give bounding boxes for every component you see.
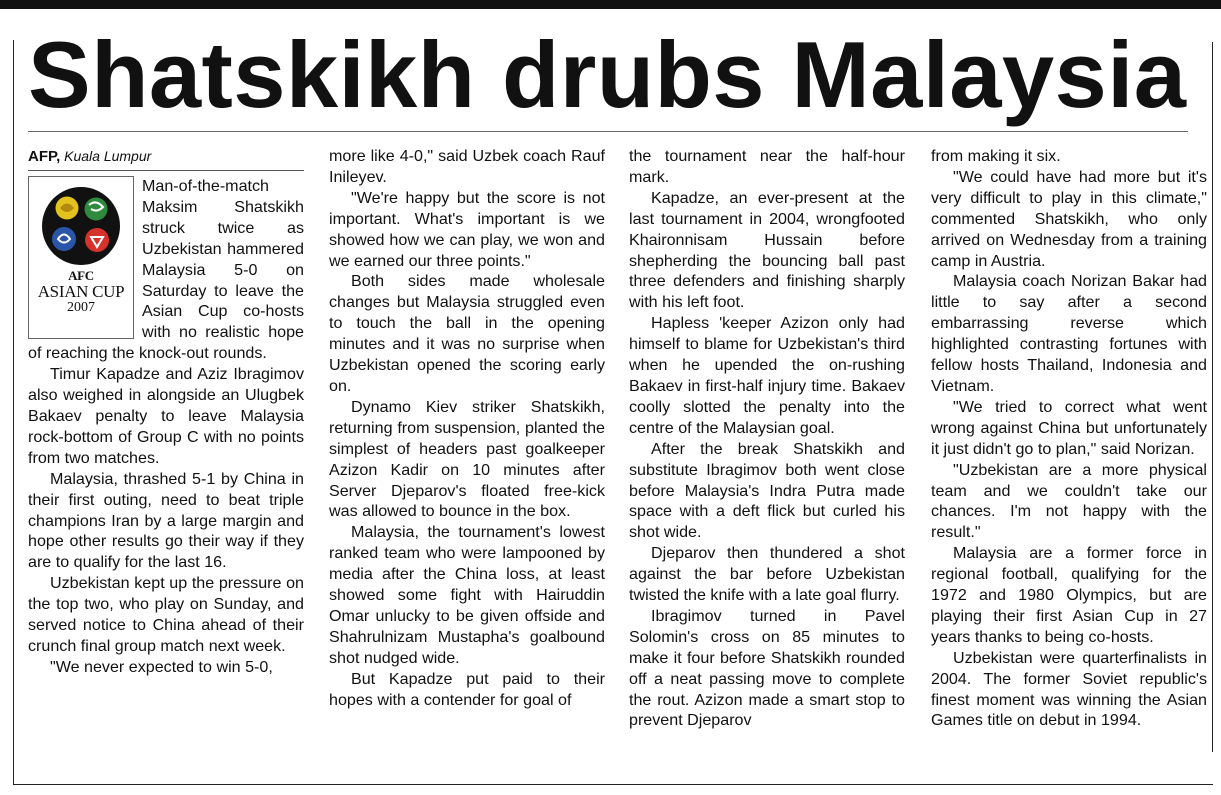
logo-line-asian-cup: ASIAN CUP	[37, 282, 125, 301]
paragraph: Dynamo Kiev striker Shatskikh, returning from suspension, planted the simplest of headers past goalkeeper Azizon Kadir on 10 minutes after Server Djeparov's floated free-kick was allowed to bounce in the box.	[329, 397, 605, 521]
article-column-2	[329, 146, 605, 710]
paragraph-continued: more like 4-0," said Uzbek coach Rauf Inileyev.	[329, 147, 605, 186]
paragraph: Malaysia, thrashed 5-1 by China in their first outing, need to beat triple champions Iran by a large margin and hope other results go their way if they are to qualify for the last 16.	[28, 469, 304, 572]
logo-line-year: 2007	[66, 300, 95, 315]
byline	[28, 146, 304, 166]
paragraph: Ibragimov turned in Pavel Solomin's cross on 85 minutes to make it four before Shatskikh rounded off a neat passing move to complete the rout. Azizon made a smart stop to prevent Djeparov	[629, 606, 905, 730]
football-logo-icon	[39, 185, 123, 267]
headline-rule	[28, 131, 1188, 132]
paragraph: Kapadze, an ever-present at the last tournament in 2004, wrongfooted Khaironnisam Hussain before shepherding the bouncing ball past three defenders and finishing sharply with his left foot.	[629, 188, 905, 312]
paragraph: Malaysia are a former force in regional football, qualifying for the 1972 and 1980 Olympics, but are playing their first Asian Cup in 27 years thanks to being co-hosts.	[931, 544, 1207, 646]
article-column-3	[629, 146, 905, 731]
byline-agency: AFP,	[28, 148, 61, 165]
paragraph: "We could have had more but it's very difficult to play in this climate," commented Shatskikh, who only arrived on Wednesday from a training camp in Austria.	[931, 167, 1207, 270]
afc-asian-cup-logo	[28, 176, 134, 339]
paragraph: Uzbekistan kept up the pressure on the top two, who play on Sunday, and served notice to China ahead of their crunch final group match next week.	[28, 574, 304, 655]
byline-dateline: Kuala Lumpur	[64, 148, 152, 164]
paragraph-continued: from making it six.	[931, 147, 1061, 165]
right-border-rule	[1212, 42, 1213, 752]
paragraph: "We never expected to win 5-0,	[50, 657, 273, 676]
paragraph: Both sides made wholesale changes but Malaysia struggled even to touch the ball in the opening minutes and it was no surprise when Uzbekistan opened the scoring early on.	[329, 272, 605, 395]
logo-line-afc: AFC	[68, 268, 94, 283]
paragraph: "Uzbekistan are a more physical team and we couldn't take our chances. I'm not happy with the result."	[931, 460, 1207, 542]
paragraph: But Kapadze put paid to their hopes with a contender for goal of	[329, 669, 605, 709]
paragraph: Timur Kapadze and Aziz Ibragimov also weighed in alongside an Ulugbek Bakaev penalty to leave Malaysia rock-bottom of Group C with no points from two matches.	[28, 365, 304, 467]
article-column-1	[28, 146, 304, 678]
paragraph: Uzbekistan were quarterfinalists in 2004. The former Soviet republic's finest moment was winning the Asian Games title on debut in 1994.	[931, 648, 1207, 730]
paragraph: Malaysia coach Norizan Bakar had little to say after a second embarrassing reverse which highlighted contrasting fortunes with fellow hosts Thailand, Indonesia and Vietnam.	[931, 272, 1207, 395]
headline: Shatskikh drubs Malaysia	[28, 22, 1187, 127]
article-column-4	[931, 146, 1207, 731]
byline-rule	[28, 170, 304, 171]
bottom-border-rule	[14, 784, 1213, 785]
top-border-rule	[0, 0, 1221, 9]
paragraph: "We tried to correct what went wrong against China but unfortunately it just didn't go to plan," said Norizan.	[931, 397, 1207, 458]
paragraph: Man-of-the-match Maksim Shatskikh struck twice as Uzbekistan hammered Malaysia 5-0 on Saturday to leave the Asian Cup co-hosts with no realistic hope of reaching the knock-out rounds.	[28, 177, 304, 363]
paragraph: Malaysia, the tournament's lowest ranked team who were lampooned by media after the China loss, at least showed some fight with Hairuddin Omar unlucky to be given offside and Shahrulnizam Mustapha's goalbound shot nudged wide.	[329, 523, 605, 667]
paragraph: After the break Shatskikh and substitute Ibragimov both went close before Malaysia's Indra Putra made space with a deft flick but curled his shot wide.	[629, 439, 905, 542]
paragraph-continued: the tournament near the half-hour mark.	[629, 147, 905, 186]
paragraph: Hapless 'keeper Azizon only had himself to blame for Uzbekistan's third when he upended the on-rushing Bakaev in first-half injury time. Bakaev coolly slotted the penalty into the centre of the Malaysian goal.	[629, 314, 905, 437]
paragraph: "We're happy but the score is not important. What's important is we showed how we can play, we won and we earned our three points."	[329, 188, 605, 270]
paragraph: Djeparov then thundered a shot against the bar before Uzbekistan twisted the knife with a late goal flurry.	[629, 544, 905, 605]
left-border-rule	[13, 40, 14, 785]
